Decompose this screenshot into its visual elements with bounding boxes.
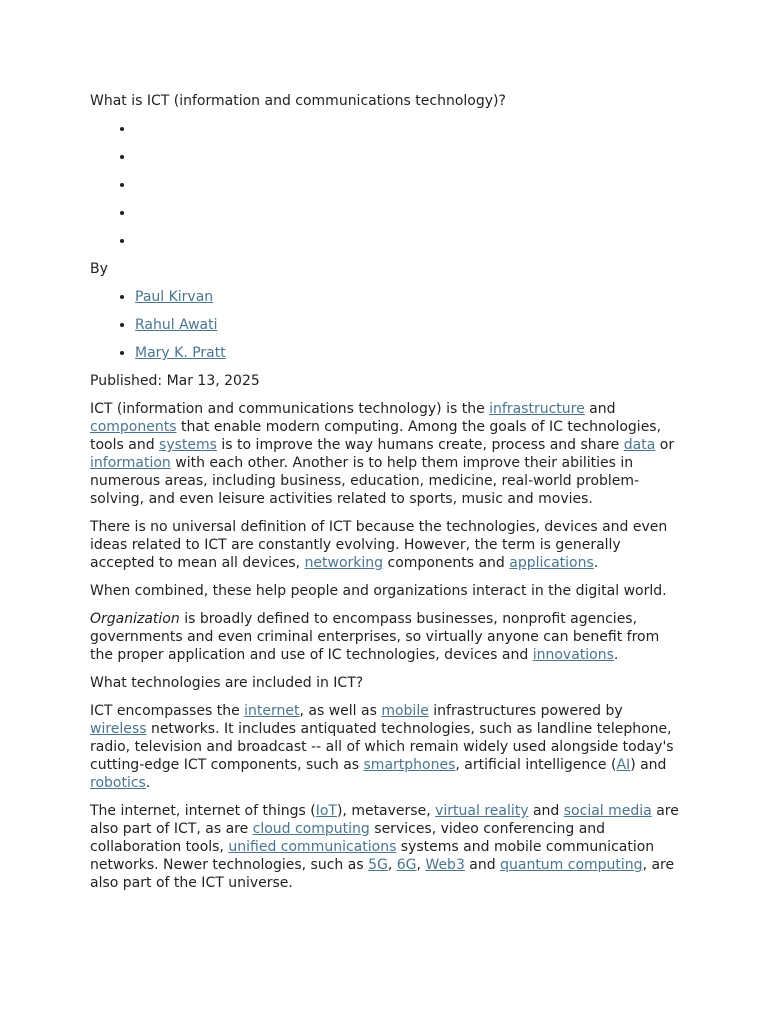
paragraph-technologies xyxy=(90,702,682,792)
link-smartphones[interactable]: smartphones xyxy=(363,757,456,773)
link-networking[interactable]: networking xyxy=(304,555,384,571)
empty-list-item xyxy=(135,148,682,166)
link-applications[interactable]: applications xyxy=(509,555,594,571)
text: or xyxy=(655,437,675,453)
empty-list-item xyxy=(135,176,682,194)
text: ), metaverse, xyxy=(336,803,436,819)
text: networks. It includes antiquated technologies, such as landline telephone, radio, television and broadcast -- all of which remain widely used alongside today's cutting-edge ICT components, such as xyxy=(90,721,674,773)
link-mobile[interactable]: mobile xyxy=(381,703,429,719)
text: and xyxy=(528,803,564,819)
text: with each other. Another is to help them improve their abilities in numerous areas, including business, education, medicine, real-world problem-solving, and even leisure activities related to sports, music and movies. xyxy=(90,455,640,507)
text: , are also part of the ICT universe. xyxy=(90,857,675,891)
text: , xyxy=(416,857,426,873)
link-innovations[interactable]: innovations xyxy=(532,647,614,663)
text: is to improve the way humans create, process and share xyxy=(216,437,624,453)
published-date: Published: Mar 13, 2025 xyxy=(90,373,260,389)
link-web3[interactable]: Web3 xyxy=(425,857,465,873)
text: services, video conferencing and collaboration tools, xyxy=(90,821,606,855)
text: , as well as xyxy=(299,703,382,719)
link-wireless[interactable]: wireless xyxy=(90,721,147,737)
author-item xyxy=(135,316,682,334)
author-item xyxy=(135,344,682,362)
text: is broadly defined to encompass businesses, nonprofit agencies, governments and even criminal enterprises, so virtually anyone can benefit from the proper application and use of IC technologies, devices and xyxy=(90,611,660,663)
link-cloud-computing[interactable]: cloud computing xyxy=(252,821,370,837)
text: . xyxy=(593,555,599,571)
paragraph-intro xyxy=(90,400,682,508)
text: ICT encompasses the xyxy=(90,703,245,719)
text: and xyxy=(464,857,501,873)
author-list xyxy=(90,288,682,362)
link-ai[interactable]: AI xyxy=(616,757,631,773)
paragraph-combined: When combined, these help people and organizations interact in the digital world. xyxy=(90,583,667,599)
paragraph-ict-universe xyxy=(90,802,682,892)
text: . xyxy=(613,647,619,663)
link-components[interactable]: components xyxy=(90,419,177,435)
text: systems and mobile communication networks. Newer technologies, such as xyxy=(90,839,655,873)
emphasis-organization: Organization xyxy=(90,611,180,627)
text: infrastructures powered by xyxy=(428,703,623,719)
link-virtual-reality[interactable]: virtual reality xyxy=(435,803,529,819)
link-6g[interactable]: 6G xyxy=(396,857,417,873)
link-social-media[interactable]: social media xyxy=(563,803,652,819)
text: The internet, internet of things ( xyxy=(90,803,316,819)
empty-list-item xyxy=(135,204,682,222)
text: that enable modern computing. Among the goals of IC technologies, tools and xyxy=(90,419,662,453)
article-title: What is ICT (information and communications technology)? xyxy=(90,93,506,109)
text: . xyxy=(145,775,151,791)
text: and xyxy=(584,401,616,417)
empty-bullet-list xyxy=(90,120,682,250)
link-data[interactable]: data xyxy=(623,437,656,453)
link-5g[interactable]: 5G xyxy=(368,857,388,873)
text: components and xyxy=(383,555,510,571)
link-systems[interactable]: systems xyxy=(159,437,217,453)
text: , xyxy=(387,857,397,873)
text: There is no universal definition of ICT because the technologies, devices and even ideas related to ICT are constantly evolving. However, the term is generally accepted to mean all devices, xyxy=(90,519,668,571)
empty-list-item xyxy=(135,120,682,138)
empty-list-item xyxy=(135,232,682,250)
text: are also part of ICT, as are xyxy=(90,803,679,837)
text: , artificial intelligence ( xyxy=(455,757,617,773)
link-information[interactable]: information xyxy=(90,455,171,471)
author-link-mary-pratt[interactable]: Mary K. Pratt xyxy=(135,345,226,361)
text: ICT (information and communications technology) is the xyxy=(90,401,490,417)
author-link-paul-kirvan[interactable]: Paul Kirvan xyxy=(135,289,214,305)
author-item xyxy=(135,288,682,306)
link-robotics[interactable]: robotics xyxy=(90,775,146,791)
byline-label: By xyxy=(90,261,108,277)
link-internet[interactable]: internet xyxy=(244,703,300,719)
link-unified-communications[interactable]: unified communications xyxy=(228,839,397,855)
link-quantum-computing[interactable]: quantum computing xyxy=(500,857,643,873)
link-infrastructure[interactable]: infrastructure xyxy=(489,401,585,417)
author-link-rahul-awati[interactable]: Rahul Awati xyxy=(135,317,218,333)
text: ) and xyxy=(630,757,667,773)
section-heading: What technologies are included in ICT? xyxy=(90,675,364,691)
link-iot[interactable]: IoT xyxy=(315,803,337,819)
paragraph-definition xyxy=(90,518,682,572)
paragraph-organization xyxy=(90,610,682,664)
article-body xyxy=(90,92,682,902)
